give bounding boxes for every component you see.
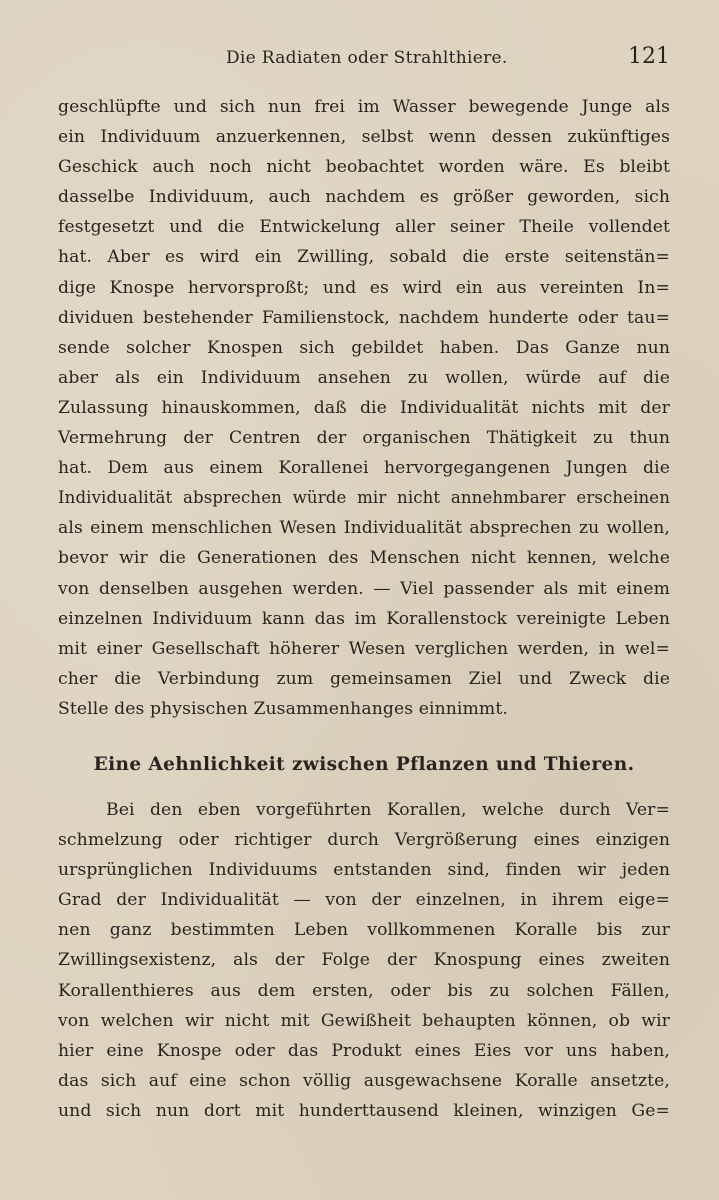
text-line: mit einer Gesellschaft höherer Wesen verglichen werden, in wel=: [58, 638, 670, 659]
text-line: nen ganz bestimmten Leben vollkommenen Koralle bis zur: [58, 920, 670, 941]
text-line: geschlüpfte und sich nun frei im Wasser bewegende Junge als: [58, 97, 670, 117]
text-line: bevor wir die Generationen des Menschen nicht kennen, welche: [58, 548, 670, 569]
text-line: von denselben ausgehen werden. — Viel passender als mit einem: [58, 578, 670, 599]
text-line: hier eine Knospe oder das Produkt eines Eies vor uns haben,: [58, 1040, 670, 1061]
text-line: aber als ein Individuum ansehen zu wollen, würde auf die: [58, 367, 670, 388]
text-line: das sich auf eine schon völlig ausgewachsene Koralle ansetzte,: [58, 1070, 670, 1091]
text-line: schmelzung oder richtiger durch Vergrößerung eines einzigen: [58, 830, 670, 851]
text-line: festgesetzt und die Entwickelung aller seiner Theile vollendet: [58, 217, 670, 238]
text-line: Zwillingsexistenz, als der Folge der Knospung eines zweiten: [58, 950, 670, 971]
text-line: Bei den eben vorgeführten Korallen, welche durch Ver=: [106, 800, 670, 820]
text-line: dasselbe Individuum, auch nachdem es größer geworden, sich: [58, 187, 670, 208]
text-line: cher die Verbindung zum gemeinsamen Ziel und Zweck die: [58, 668, 670, 689]
paragraph-1: [58, 92, 670, 724]
text-line: und sich nun dort mit hunderttausend kleinen, winzigen Ge=: [58, 1100, 670, 1121]
text-line: Grad der Individualität — von der einzelnen, in ihrem eige=: [58, 890, 670, 911]
text-line: ein Individuum anzuerkennen, selbst wenn dessen zukünftiges: [58, 127, 670, 148]
text-line: hat. Aber es wird ein Zwilling, sobald die erste seitenstän=: [58, 247, 670, 268]
text-line: als einem menschlichen Wesen Individualität absprechen zu wollen,: [58, 518, 670, 539]
text-line: einzelnen Individuum kann das im Korallenstock vereinigte Leben: [58, 608, 670, 629]
running-head: [58, 44, 670, 74]
text-line: sende solcher Knospen sich gebildet haben. Das Ganze nun: [58, 337, 670, 358]
text-line: dige Knospe hervorsproßt; und es wird ein aus vereinten In=: [58, 277, 670, 298]
paragraph-2: [58, 795, 670, 1126]
text-line: Vermehrung der Centren der organischen Thätigkeit zu thun: [58, 428, 670, 449]
text-line: Zulassung hinauskommen, daß die Individualität nichts mit der: [58, 397, 670, 418]
text-line: Stelle des physischen Zusammenhanges einnimmt.: [58, 698, 508, 719]
text-line: hat. Dem aus einem Korallenei hervorgegangenen Jungen die: [58, 458, 670, 479]
page-number: 121: [628, 44, 670, 69]
running-title: Die Radiaten oder Strahlthiere.: [226, 48, 508, 68]
text-line: dividuen bestehender Familienstock, nachdem hunderte oder tau=: [58, 307, 670, 328]
text-line: Individualität absprechen würde mir nicht annehmbarer erscheinen: [58, 488, 670, 508]
text-line: ursprünglichen Individuums entstanden sind, finden wir jeden: [58, 860, 670, 881]
section-heading: Eine Aehnlichkeit zwischen Pflanzen und Thieren.: [93, 754, 635, 775]
text-line: Korallenthieres aus dem ersten, oder bis zu solchen Fällen,: [58, 980, 670, 1001]
text-line: von welchen wir nicht mit Gewißheit behaupten können, ob wir: [58, 1010, 670, 1031]
text-line: Geschick auch noch nicht beobachtet worden wäre. Es bleibt: [58, 157, 670, 178]
